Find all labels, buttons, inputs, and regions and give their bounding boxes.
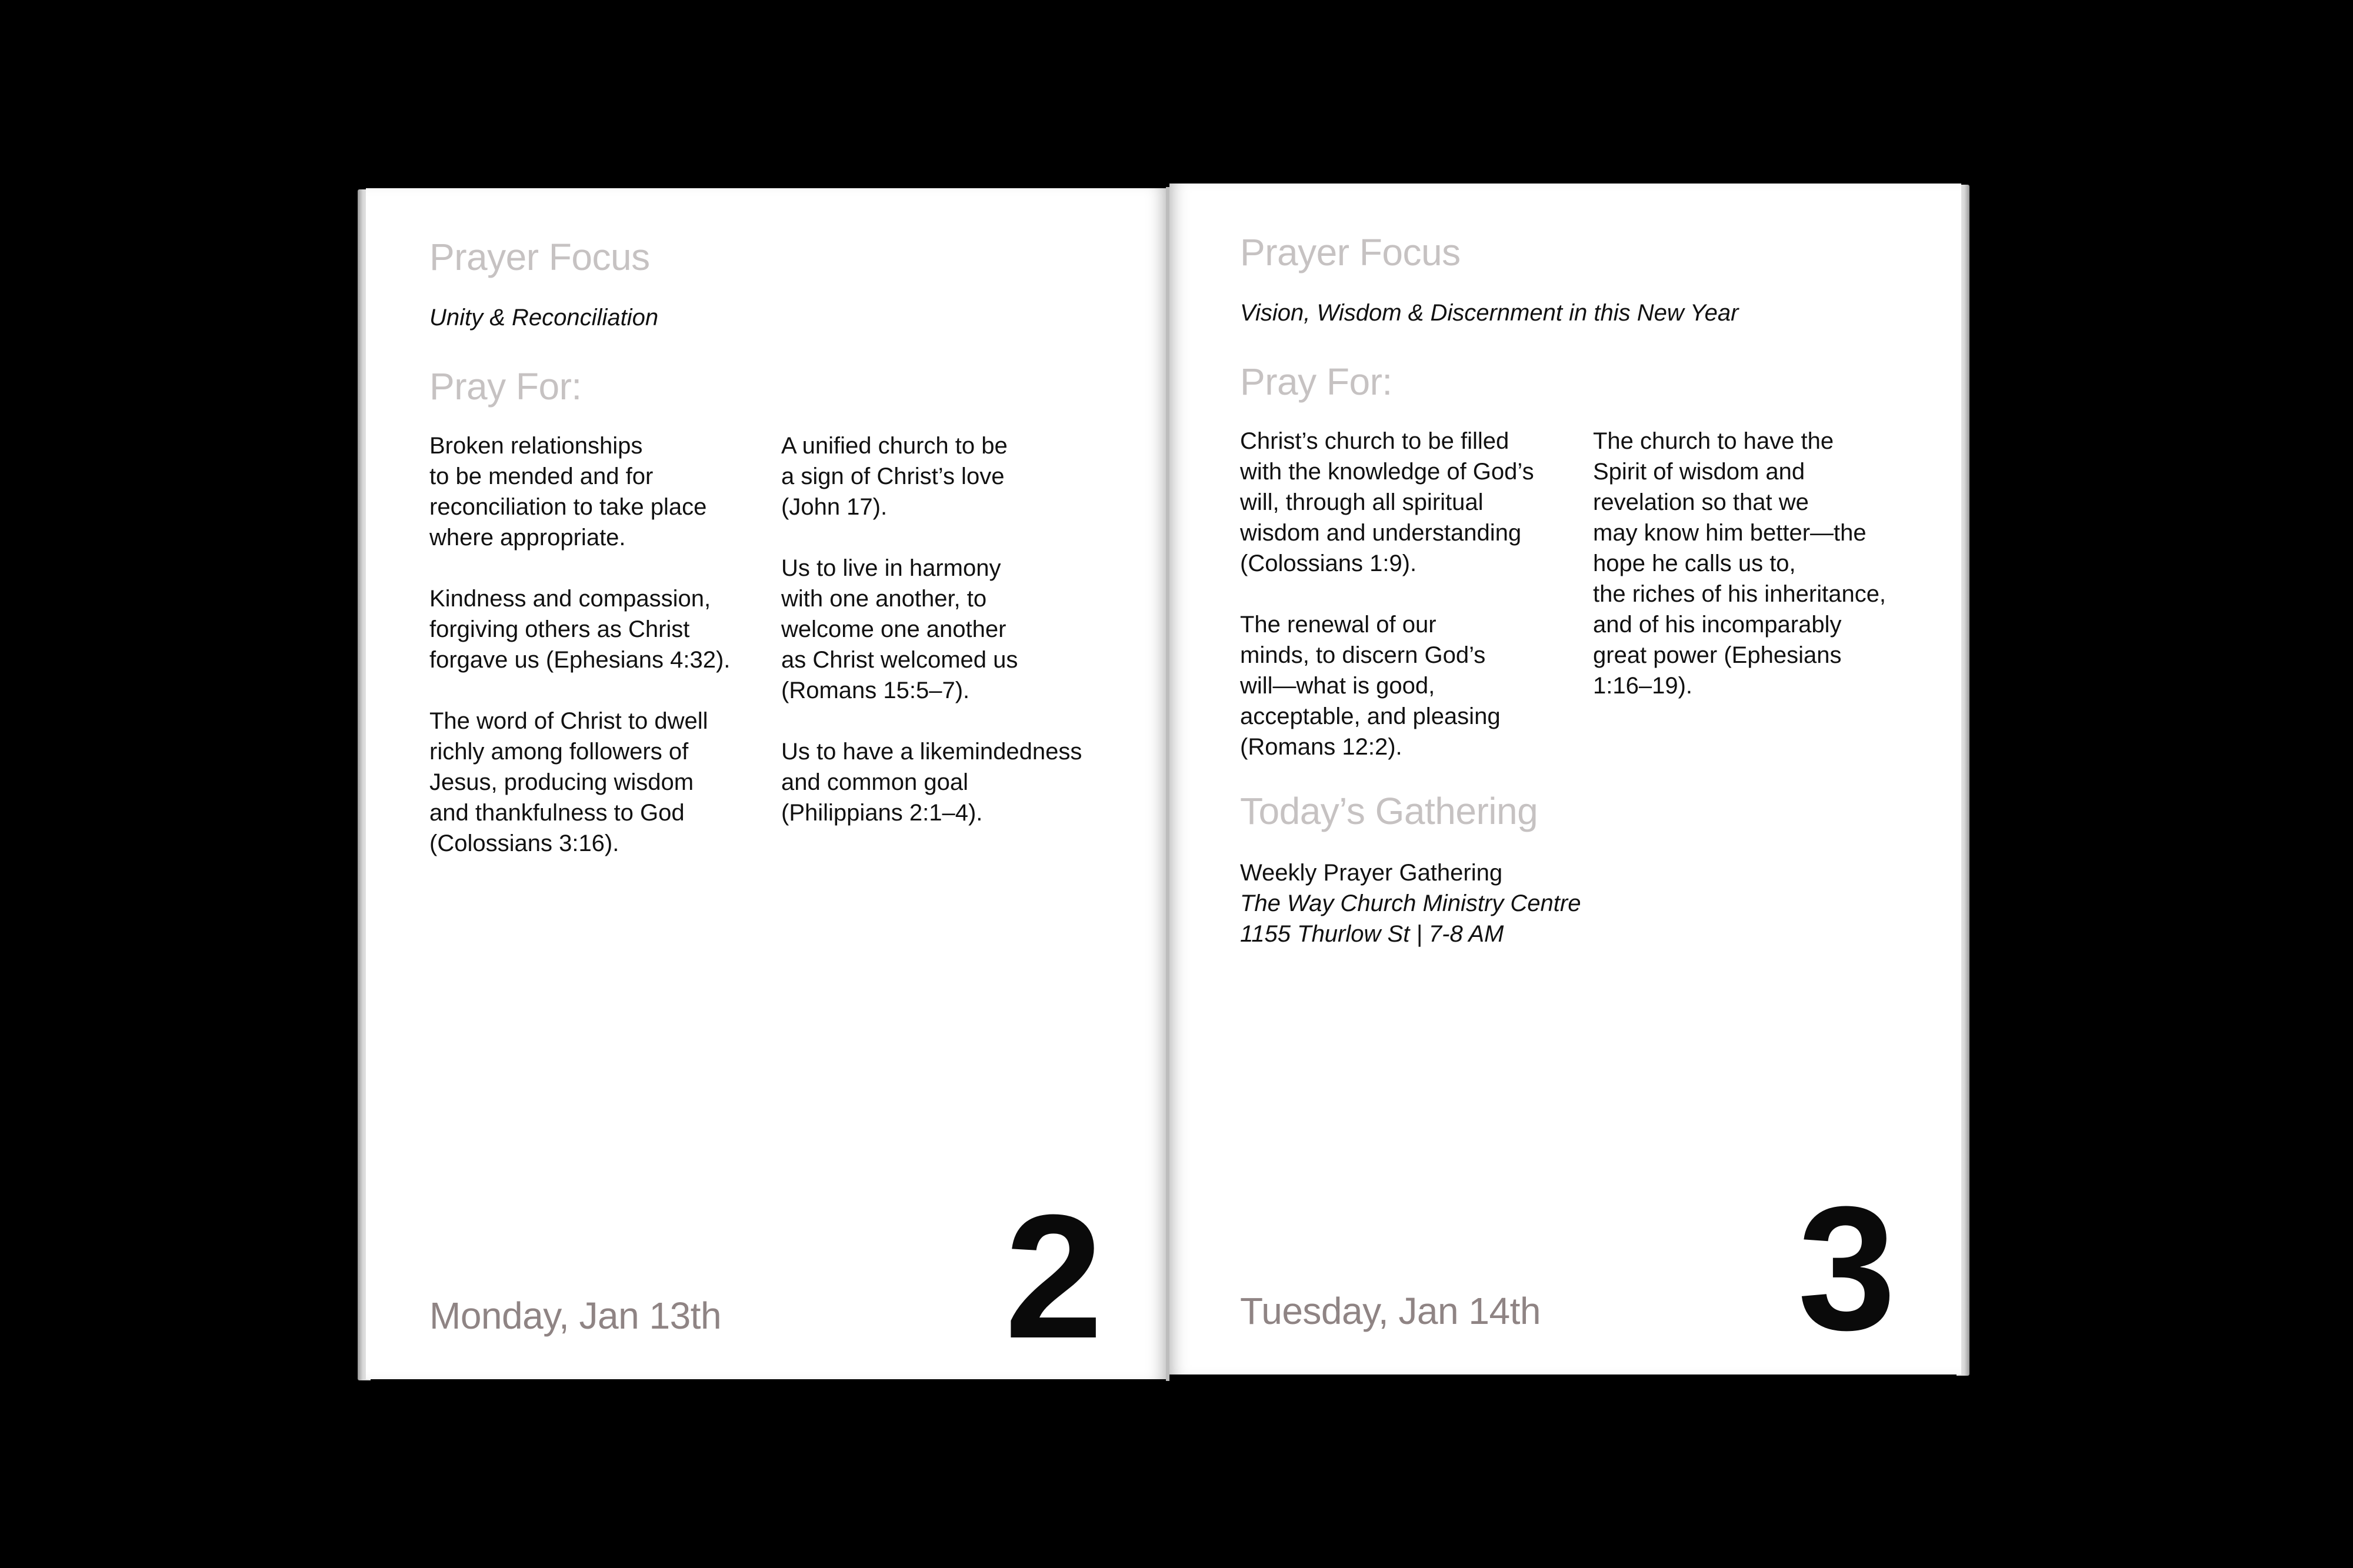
prayer-item: Us to have a likemindedness and common goal (Philippians 2:1–4).	[781, 739, 1082, 826]
prayer-item: Christ’s church to be filled with the knowledge of God’s will, through all spiritual wisdom and understanding (Colossians 1:9).	[1240, 428, 1534, 576]
prayer-item: Kindness and compassion, forgiving others as Christ forgave us (Ephesians 4:32).	[429, 586, 731, 673]
prayer-focus-subtitle: Vision, Wisdom & Discernment in this New Year	[1240, 300, 1739, 326]
gathering-address: 1155 Thurlow St | 7-8 AM	[1240, 921, 1504, 947]
gathering-venue: The Way Church Ministry Centre	[1240, 890, 1581, 916]
pray-for-column-2	[781, 431, 1122, 859]
page-date: Monday, Jan 13th	[429, 1295, 722, 1337]
gathering-details	[1240, 858, 1581, 949]
left-page	[366, 188, 1166, 1379]
page-number: 2	[1005, 1177, 1099, 1375]
prayer-focus-heading: Prayer Focus	[429, 236, 650, 278]
prayer-item: The word of Christ to dwell richly among followers of Jesus, producing wisdom and thankfulness to God (Colossians 3:16).	[429, 708, 708, 856]
prayer-item: A unified church to be a sign of Christ’s love (John 17).	[781, 433, 1008, 520]
prayer-item: The church to have the Spirit of wisdom and revelation so that we may know him better—the hope he calls us to, the riches of his inheritance, and of his incomparably great power (Ephesians 1:16–19).	[1593, 428, 1887, 699]
page-number: 3	[1798, 1169, 1892, 1367]
prayer-focus-subtitle: Unity & Reconciliation	[429, 305, 659, 331]
todays-gathering-heading: Today’s Gathering	[1240, 790, 1538, 832]
pray-for-column-2	[1593, 426, 1946, 732]
pray-for-column-1	[1240, 426, 1581, 793]
prayer-item: Us to live in harmony with one another, to welcome one another as Christ welcomed us (Romans 15:5–7).	[781, 555, 1018, 703]
prayer-item: The renewal of our minds, to discern God’s will—what is good, acceptable, and pleasing (Romans 12:2).	[1240, 612, 1501, 760]
pray-for-column-1	[429, 431, 771, 889]
pray-for-heading: Pray For:	[1240, 361, 1392, 403]
page-date: Tuesday, Jan 14th	[1240, 1290, 1541, 1332]
open-booklet	[358, 182, 1969, 1385]
pray-for-heading: Pray For:	[429, 365, 582, 408]
right-page	[1169, 184, 1961, 1374]
prayer-focus-heading: Prayer Focus	[1240, 231, 1461, 273]
gathering-name: Weekly Prayer Gathering	[1240, 860, 1503, 886]
prayer-item: Broken relationships to be mended and for reconciliation to take place where appropriate.	[429, 433, 707, 551]
